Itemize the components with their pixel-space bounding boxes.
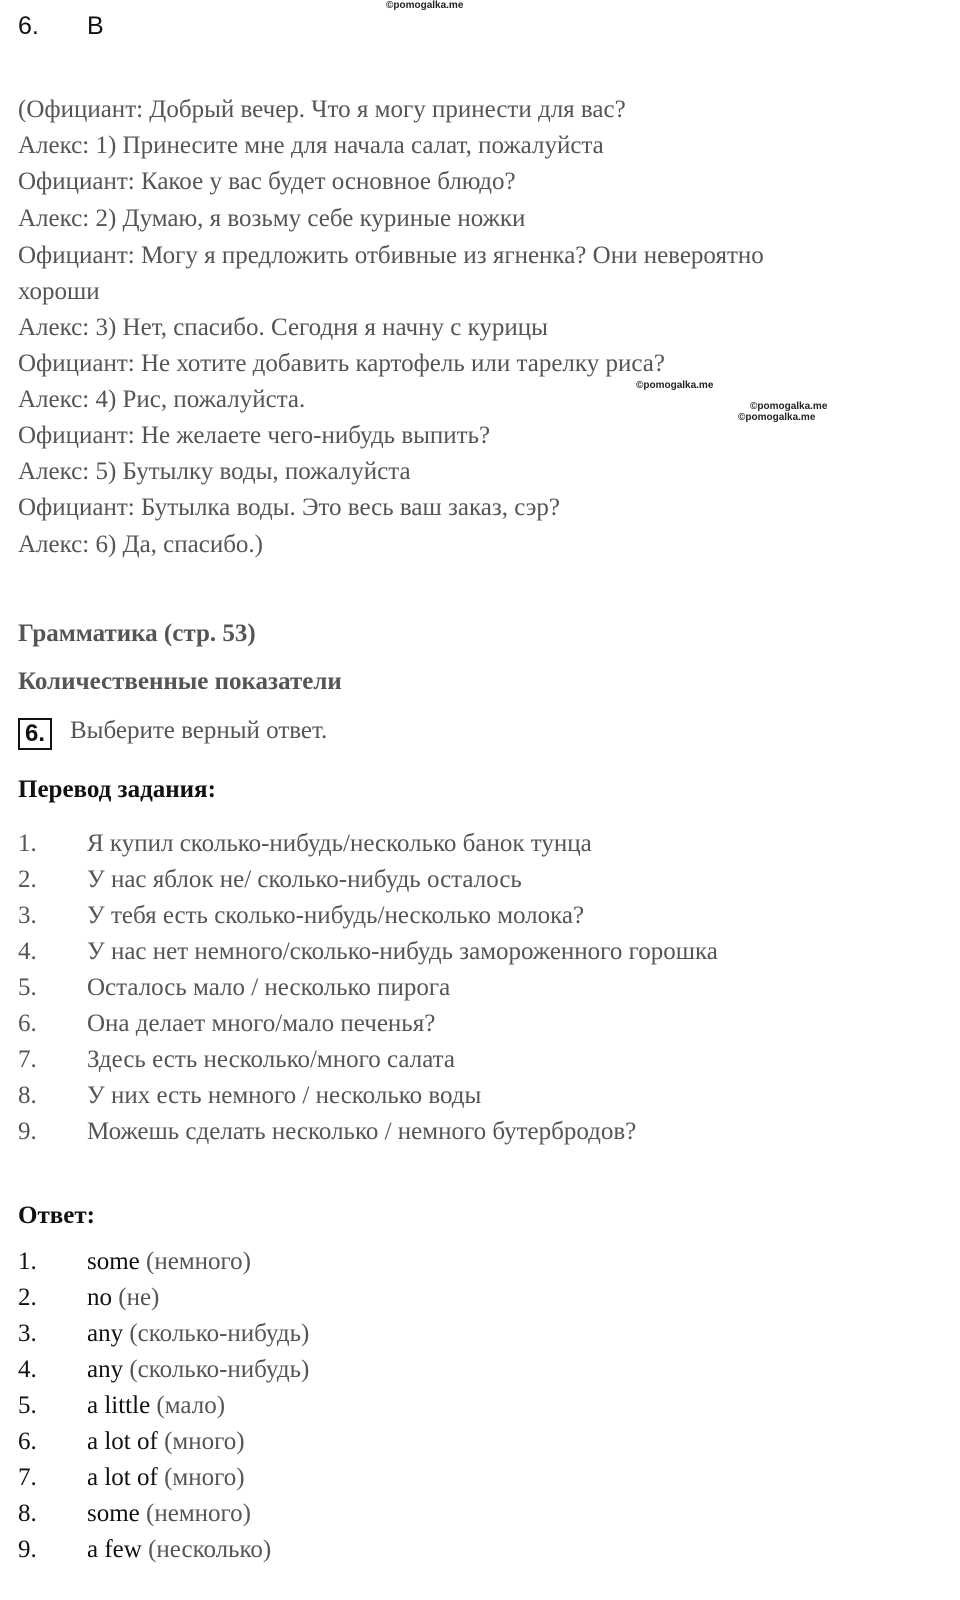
dialogue-line: Официант: Какое у вас будет основное блюдо? bbox=[18, 168, 516, 195]
dialogue-line: Алекс: 4) Рис, пожалуйста. bbox=[18, 386, 306, 413]
list-item: Здесь есть несколько/много салата bbox=[87, 1046, 455, 1073]
answer-en: a few bbox=[87, 1536, 142, 1563]
list-item: У нас нет немного/сколько-нибудь замороженного горошка bbox=[87, 938, 718, 965]
answer-en: some bbox=[87, 1248, 140, 1275]
answer-en: any bbox=[87, 1356, 124, 1383]
list-item: Она делает много/мало печенья? bbox=[87, 1010, 436, 1037]
answer-ru: (несколько) bbox=[148, 1536, 272, 1563]
dialogue-line: Официант: Могу я предложить отбивные из ягненка? Они невероятно bbox=[18, 242, 764, 269]
list-number: 8. bbox=[18, 1082, 37, 1109]
task-number-box: 6. bbox=[18, 718, 52, 750]
list-item: Можешь сделать несколько / немного бутербродов? bbox=[87, 1118, 637, 1145]
answer-item bbox=[87, 1464, 245, 1492]
answer-item bbox=[87, 1536, 271, 1564]
answer-title: Ответ: bbox=[18, 1202, 95, 1229]
dialogue-line: Алекс: 5) Бутылку воды, пожалуйста bbox=[18, 458, 411, 485]
list-number: 2. bbox=[18, 1284, 37, 1311]
dialogue-line: хороши bbox=[18, 278, 100, 305]
list-number: 7. bbox=[18, 1464, 37, 1491]
list-number: 9. bbox=[18, 1118, 37, 1145]
answer-en: no bbox=[87, 1284, 112, 1311]
list-item: Я купил сколько-нибудь/несколько банок тунца bbox=[87, 830, 592, 857]
list-number: 4. bbox=[18, 1356, 37, 1383]
watermark: ©pomogalka.me bbox=[738, 412, 816, 423]
answer-item bbox=[87, 1320, 309, 1348]
list-number: 3. bbox=[18, 1320, 37, 1347]
list-number: 9. bbox=[18, 1536, 37, 1563]
answer-item bbox=[87, 1500, 251, 1528]
answer-en: a little bbox=[87, 1392, 151, 1419]
exercise-number: 6. bbox=[18, 12, 39, 40]
list-number: 3. bbox=[18, 902, 37, 929]
list-number: 2. bbox=[18, 866, 37, 893]
answer-ru: (сколько-нибудь) bbox=[129, 1356, 310, 1383]
watermark: ©pomogalka.me bbox=[636, 380, 714, 391]
answer-ru: (сколько-нибудь) bbox=[129, 1320, 310, 1347]
list-number: 6. bbox=[18, 1428, 37, 1455]
list-item: У них есть немного / несколько воды bbox=[87, 1082, 482, 1109]
answer-ru: (мало) bbox=[156, 1392, 226, 1419]
section-title: Количественные показатели bbox=[18, 668, 342, 695]
watermark: ©pomogalka.me bbox=[386, 0, 464, 11]
answer-en: a lot of bbox=[87, 1428, 158, 1455]
answer-ru: (немного) bbox=[146, 1248, 251, 1275]
exercise-answer-letter: B bbox=[87, 12, 104, 40]
list-number: 8. bbox=[18, 1500, 37, 1527]
task-instruction: Выберите верный ответ. bbox=[70, 717, 328, 744]
list-number: 5. bbox=[18, 1392, 37, 1419]
dialogue-line: (Официант: Добрый вечер. Что я могу принести для вас? bbox=[18, 96, 626, 123]
list-number: 1. bbox=[18, 1248, 37, 1275]
answer-ru: (много) bbox=[164, 1464, 245, 1491]
answer-item bbox=[87, 1356, 309, 1384]
answer-en: some bbox=[87, 1500, 140, 1527]
answer-item bbox=[87, 1284, 159, 1312]
dialogue-line: Официант: Бутылка воды. Это весь ваш заказ, сэр? bbox=[18, 494, 560, 521]
list-item: У нас яблок не/ сколько-нибудь осталось bbox=[87, 866, 522, 893]
answer-en: any bbox=[87, 1320, 124, 1347]
dialogue-line: Официант: Не хотите добавить картофель или тарелку риса? bbox=[18, 350, 665, 377]
list-number: 1. bbox=[18, 830, 37, 857]
answer-item bbox=[87, 1428, 245, 1456]
dialogue-line: Алекс: 2) Думаю, я возьму себе куриные ножки bbox=[18, 205, 526, 232]
watermark: ©pomogalka.me bbox=[750, 401, 828, 412]
answer-en: a lot of bbox=[87, 1464, 158, 1491]
list-number: 6. bbox=[18, 1010, 37, 1037]
dialogue-line: Официант: Не желаете чего-нибудь выпить? bbox=[18, 422, 491, 449]
answer-ru: (немного) bbox=[146, 1500, 251, 1527]
answer-ru: (много) bbox=[164, 1428, 245, 1455]
grammar-title: Грамматика (стр. 53) bbox=[18, 620, 256, 647]
answer-ru: (не) bbox=[118, 1284, 160, 1311]
list-number: 5. bbox=[18, 974, 37, 1001]
list-number: 4. bbox=[18, 938, 37, 965]
dialogue-line: Алекс: 3) Нет, спасибо. Сегодня я начну с курицы bbox=[18, 314, 548, 341]
answer-item bbox=[87, 1392, 225, 1420]
translation-title: Перевод задания: bbox=[18, 776, 216, 803]
list-number: 7. bbox=[18, 1046, 37, 1073]
answer-item bbox=[87, 1248, 251, 1276]
list-item: Осталось мало / несколько пирога bbox=[87, 974, 451, 1001]
list-item: У тебя есть сколько-нибудь/несколько молока? bbox=[87, 902, 585, 929]
dialogue-line: Алекс: 1) Принесите мне для начала салат, пожалуйста bbox=[18, 132, 604, 159]
dialogue-line: Алекс: 6) Да, спасибо.) bbox=[18, 531, 264, 558]
